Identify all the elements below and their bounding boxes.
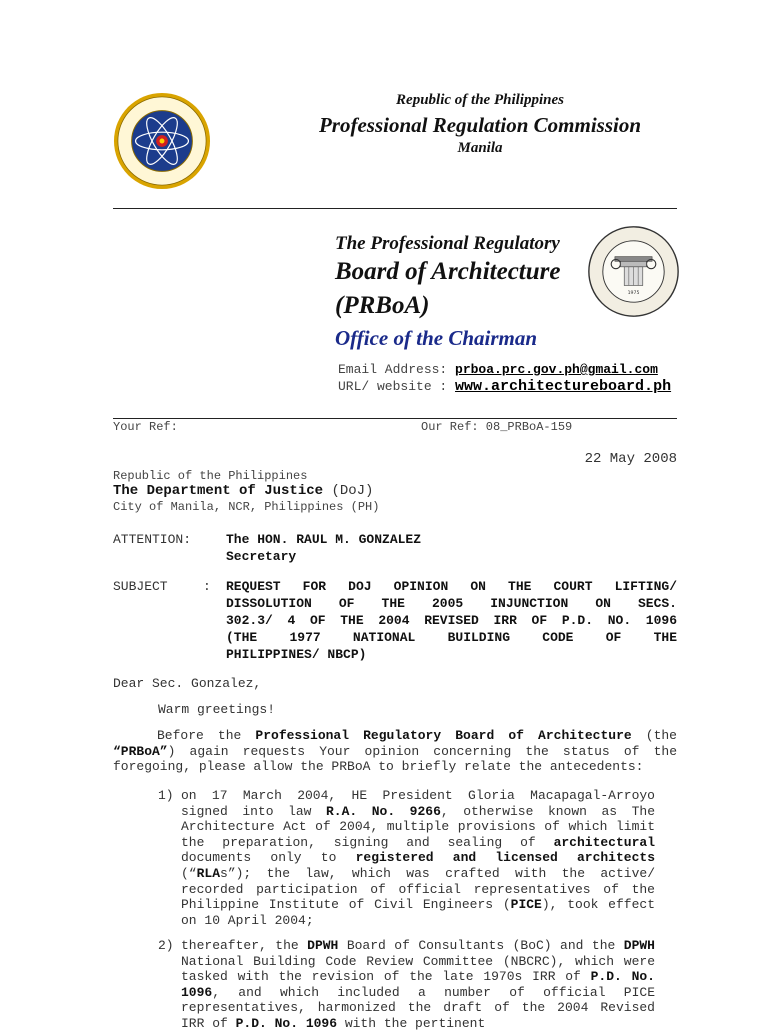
item-2-segment: P.D. No. 1096: [235, 1015, 338, 1031]
intro-abbr: “PRBoA”: [113, 743, 168, 759]
item-2-segment: National Building Code Review Committee (NBCRC), which were tasked with the revision of the late 1970s IRR of: [181, 953, 655, 985]
contact-url-row: [338, 378, 671, 395]
item-1-segment: ), took effect on 10 April 2004;: [181, 897, 655, 928]
item-2-segment: thereafter, the: [181, 938, 308, 953]
item-2-text: [181, 938, 655, 1032]
item-2-number: 2): [158, 938, 174, 953]
header-divider: [113, 208, 677, 209]
intro-text-1: Before the: [157, 728, 242, 743]
addressee-department: [113, 483, 373, 499]
email-label: Email Address:: [338, 362, 448, 377]
greeting: Warm greetings!: [158, 702, 276, 717]
contact-divider: [113, 418, 677, 419]
item-2-segment: Board of Consultants (BoC) and the: [338, 938, 624, 953]
attention-name: The HON. RAUL M. GONZALEZ: [226, 532, 422, 547]
item-1-segment: RLA: [196, 865, 221, 881]
subject-line1: REQUEST FOR DOJ OPINION ON THE COURT LIFTING/: [226, 579, 677, 594]
subject-text: [226, 578, 677, 663]
email-link[interactable]: prboa.prc.gov.ph@gmail.com: [455, 362, 658, 377]
subject-line3: 302.3/ 4 OF THE 2004 REVISED IRR OF P.D. NO. 1096: [226, 613, 677, 628]
subject-label: SUBJECT: [113, 579, 168, 594]
item-1-segment: architectural: [553, 834, 655, 850]
header-city: Manila: [457, 140, 503, 156]
board-title-line3: (PRBoA): [335, 292, 430, 319]
intro-text-3: ) again requests Your opinion concerning the status of the foregoing, please allow the PRBoA to briefly relate the antecedents:: [113, 743, 677, 775]
item-2-segment: DPWH: [623, 938, 655, 953]
our-ref: Our Ref: 08_PRBoA-159: [421, 420, 573, 434]
board-title-line1: The Professional Regulatory: [335, 233, 560, 254]
subject-colon: :: [203, 579, 211, 594]
subject-line2: DISSOLUTION OF THE 2005 INJUNCTION ON SECS.: [226, 596, 677, 611]
attention-title: Secretary: [226, 549, 297, 564]
contact-email-row: [338, 362, 658, 377]
item-2-segment: , and which included a number of official PICE representatives, harmonized the draft of the 2004 Revised IRR of: [181, 984, 655, 1031]
item-1-segment: s”); the law, which was crafted with the active/ recorded participation of official representatives of the Philippine Institute of Civil Engineers (: [181, 865, 655, 913]
board-of-architecture-seal-icon: [587, 225, 680, 318]
letter-date: 22 May 2008: [584, 451, 677, 467]
subject-line4: (THE 1977 NATIONAL BUILDING CODE OF THE: [226, 630, 677, 645]
item-2-segment: with the pertinent: [337, 1015, 486, 1031]
department-abbr: (DoJ): [331, 483, 374, 499]
addressee-republic: Republic of the Philippines: [113, 469, 308, 483]
header-commission: Professional Regulation Commission: [318, 113, 642, 137]
board-office: Office of the Chairman: [335, 326, 538, 350]
item-1-segment: on 17 March 2004, HE President Gloria Macapagal-Arroyo signed into law: [181, 788, 655, 819]
subject-line5: PHILIPPINES/ NBCP): [226, 647, 367, 662]
intro-text-2: (the: [645, 728, 677, 743]
url-label: URL/ website :: [338, 379, 448, 394]
header-republic: Republic of the Philippines: [396, 92, 564, 108]
department-name: The Department of Justice: [113, 483, 324, 499]
intro-paragraph: [113, 728, 677, 775]
item-2-segment: P.D. No. 1096: [181, 969, 655, 1000]
prc-seal-icon: [113, 92, 211, 190]
item-1-segment: (“: [181, 865, 197, 881]
item-1-segment: documents only to: [181, 850, 356, 866]
website-link[interactable]: www.architectureboard.ph: [455, 378, 672, 395]
board-title-line2: Board of Architecture: [335, 258, 561, 285]
item-1-segment: , otherwise known as The Architecture Act of 2004, multiple provisions of which limit the preparation, signing and sealing of: [181, 803, 656, 850]
item-1-segment: registered and licensed architects: [355, 850, 655, 866]
item-1-text: [181, 788, 655, 928]
item-1-number: 1): [158, 788, 174, 803]
attention-label: ATTENTION:: [113, 532, 192, 547]
item-2-segment: DPWH: [307, 938, 339, 953]
intro-board-name: Professional Regulatory Board of Architecture: [255, 728, 632, 743]
your-ref: Your Ref:: [113, 420, 178, 434]
item-1-segment: PICE: [510, 897, 542, 913]
salutation: Dear Sec. Gonzalez,: [113, 676, 262, 691]
addressee-city: City of Manila, NCR, Philippines (PH): [113, 500, 380, 514]
item-1-segment: R.A. No. 9266: [326, 803, 441, 819]
board-seal-year: 1975: [627, 290, 640, 296]
